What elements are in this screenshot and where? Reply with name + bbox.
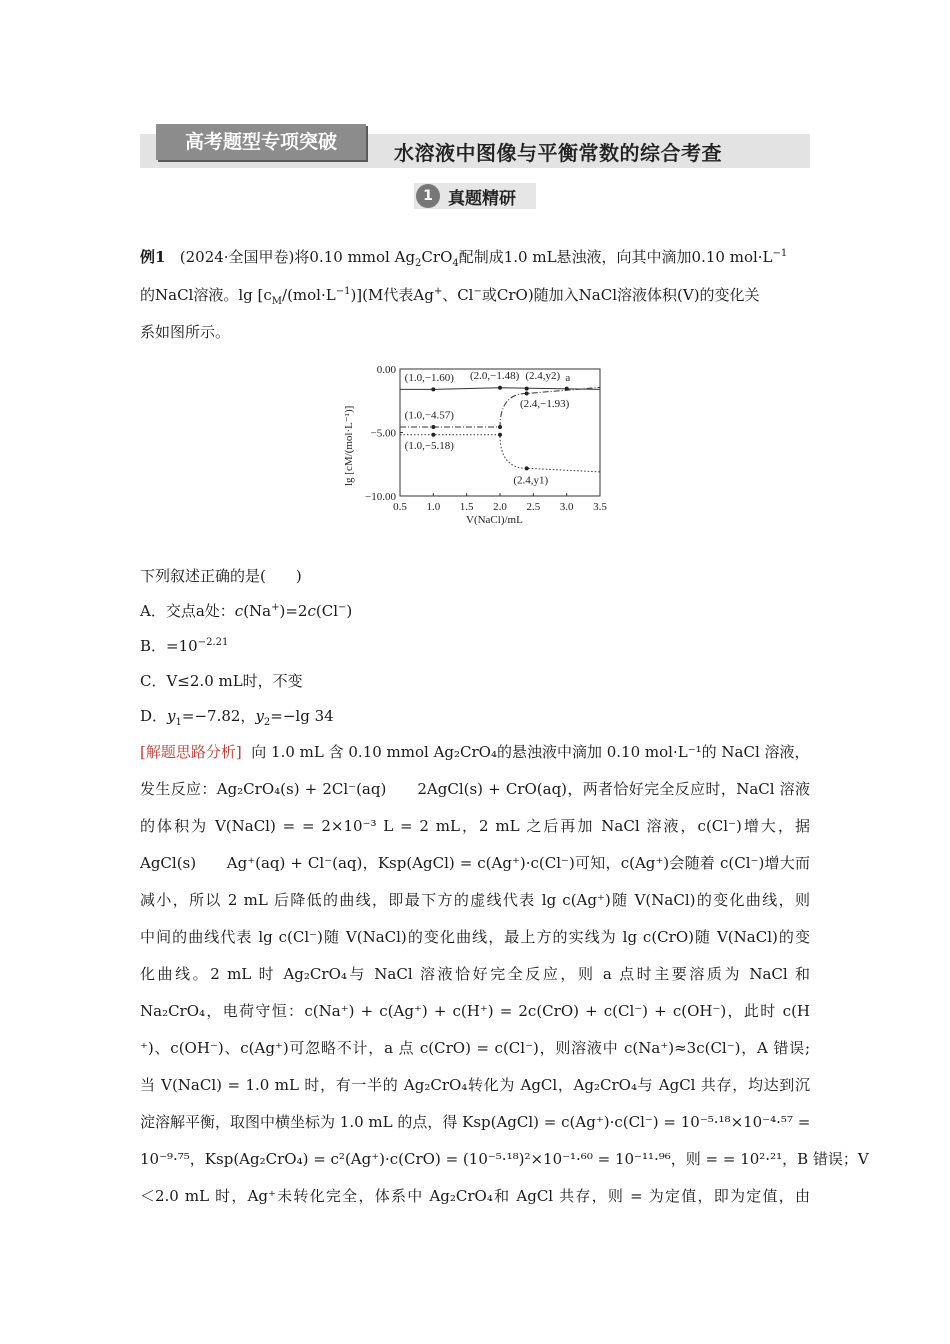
question-line-2: 的NaCl溶液。$\lg [c_M/(mol\cdot L^{-1})](M$代表Ag+、Cl−或CrO)随加入NaCl溶液体积(V)的变化关 [140,286,760,307]
analysis-line-1: [解题思路分析] 向 1.0 mL 含 0.10 mmol Ag₂CrO₄的悬浊液中滴加 0.10 mol·L⁻¹的 NaCl 溶液， [140,743,810,761]
x-axis-label: V(NaCl)/mL [466,514,523,526]
x-tick-label: 3.0 [559,501,574,513]
option-a: A．交点a处：c(Na+)=2c(Cl−) [140,602,353,620]
concentration-chart [330,358,620,528]
x-tick-label: 1.5 [459,501,474,513]
y-tick-label: 0.00 [376,364,396,376]
banner-tag: 高考题型专项突破 [156,124,366,160]
analysis-line-12: 10⁻⁹·⁷⁵，Ksp(Ag₂CrO₄) = c²(Ag⁺)·c(CrO) = (10⁻⁵·¹⁸)²×10⁻¹·⁶⁰ = 10⁻¹¹·⁹⁶，则 = = 10²·²¹，B 错误；V [140,1150,869,1168]
question-line-1: 例1 (2024·全国甲卷)将0.10 mmol $Ag_2CrO_4$配制成1.0 mL悬浊液，向其中滴加0.10 $mol\cdot L^{-1}$ [140,248,788,269]
point-annotation: (2.4,y1) [513,474,549,487]
analysis-line-3: 的体积为 V(NaCl) = = 2×10⁻³ L = 2 mL，2 mL 之后再加 NaCl 溶液，c(Cl⁻)增大，据 [140,817,810,835]
question-label: 例1 [140,248,166,266]
data-point [498,386,502,390]
analysis-tag: [解题思路分析] [140,743,242,761]
data-point [525,387,529,391]
subsection-number-badge: 1 [416,184,440,208]
analysis-line-10: 当 V(NaCl) = 1.0 mL 时，有一半的 Ag₂CrO₄转化为 AgCl，Ag₂CrO₄与 AgCl 共存，均达到沉 [140,1076,810,1094]
point-annotation: a [565,372,571,385]
section-banner [140,130,810,168]
x-tick-label: 1.0 [426,501,441,513]
analysis-line-2: 发生反应：Ag₂CrO₄(s) + 2Cl⁻(aq) 2AgCl(s) + CrO(aq)，两者恰好完全反应时，NaCl 溶液 [140,780,810,798]
point-annotation: (2.0,−1.48) [470,370,520,383]
x-tick-label: 0.5 [393,501,407,513]
option-c: C．V≤2.0 mL时，不变 [140,672,303,690]
y-axis-label: lg [cM/(mol·L⁻¹)] [343,405,355,486]
data-point [498,433,502,437]
option-d: D．$y_1=-7.82$，$y_2=-\lg$ 34 [140,707,334,728]
point-annotation: (1.0,−5.18) [404,440,454,453]
analysis-line-8: Na₂CrO₄，电荷守恒：c(Na⁺) + c(Ag⁺) + c(H⁺) = 2c(CrO) + c(Cl⁻) + c(OH⁻)，此时 c(H [140,1002,810,1020]
point-annotation: (1.0,−4.57) [404,409,454,422]
analysis-line-6: 中间的曲线代表 lg c(Cl⁻)随 V(NaCl)的变化曲线，最上方的实线为 lg c(CrO)随 V(NaCl)的变 [140,928,810,946]
data-point [525,392,529,396]
question-line-3: 系如图所示。 [140,323,231,341]
analysis-line-4: AgCl(s) Ag⁺(aq) + Cl⁻(aq)，Ksp(AgCl) = c(Ag⁺)·c(Cl⁻)可知，c(Ag⁺)会随着 c(Cl⁻)增大而 [140,854,810,872]
y-tick-label: −5.00 [370,427,396,440]
x-tick-label: 2.5 [526,501,541,513]
point-annotation: (2.4,y2) [525,370,561,383]
analysis-line-9: ⁺)、c(OH⁻)、c(Ag⁺)可忽略不计，a 点 c(CrO) = c(Cl⁻)，则溶液中 c(Na⁺)≈3c(Cl⁻)，A 错误; [140,1039,810,1057]
data-point [431,387,435,391]
x-tick-label: 3.5 [593,501,607,513]
x-tick-label: 2.0 [493,501,507,513]
series-group [400,387,600,471]
banner-title: 水溶液中图像与平衡常数的综合考查 [394,141,722,165]
subsection-title: 真题精研 [448,188,516,209]
data-point [431,433,435,437]
option-b: B．$=10^{-2.21}$ [140,637,229,655]
question-prompt: 下列叙述正确的是( ) [140,567,302,585]
analysis-line-11: 淀溶解平衡，取图中横坐标为 1.0 mL 的点，得 Ksp(AgCl) = c(Ag⁺)·c(Cl⁻) = 10⁻⁵·¹⁸×10⁻⁴·⁵⁷ = [140,1113,811,1131]
data-point [498,425,502,429]
point-labels [405,370,571,486]
subsection-heading [414,183,536,209]
data-point [565,387,569,391]
analysis-line-5: 减小，所以 2 mL 后降低的曲线，即最下方的虚线代表 lg c(Ag⁺)随 V(NaCl)的变化曲线，则 [140,891,810,909]
y-tick-label: −10.00 [365,491,396,503]
data-point [525,466,529,470]
data-point [431,425,435,429]
analysis-line-13: ＜2.0 mL 时，Ag⁺未转化完全，体系中 Ag₂CrO₄和 AgCl 共存，则 = 为定值，即为定值，由 [140,1187,810,1205]
point-annotation: (1.0,−1.60) [404,372,454,385]
analysis-line-7: 化曲线。2 mL 时 Ag₂CrO₄与 NaCl 溶液恰好完全反应，则 a 点时主要溶质为 NaCl 和 [140,965,810,983]
point-annotation: (2.4,−1.93) [520,398,570,411]
axis-ticks [365,364,607,513]
